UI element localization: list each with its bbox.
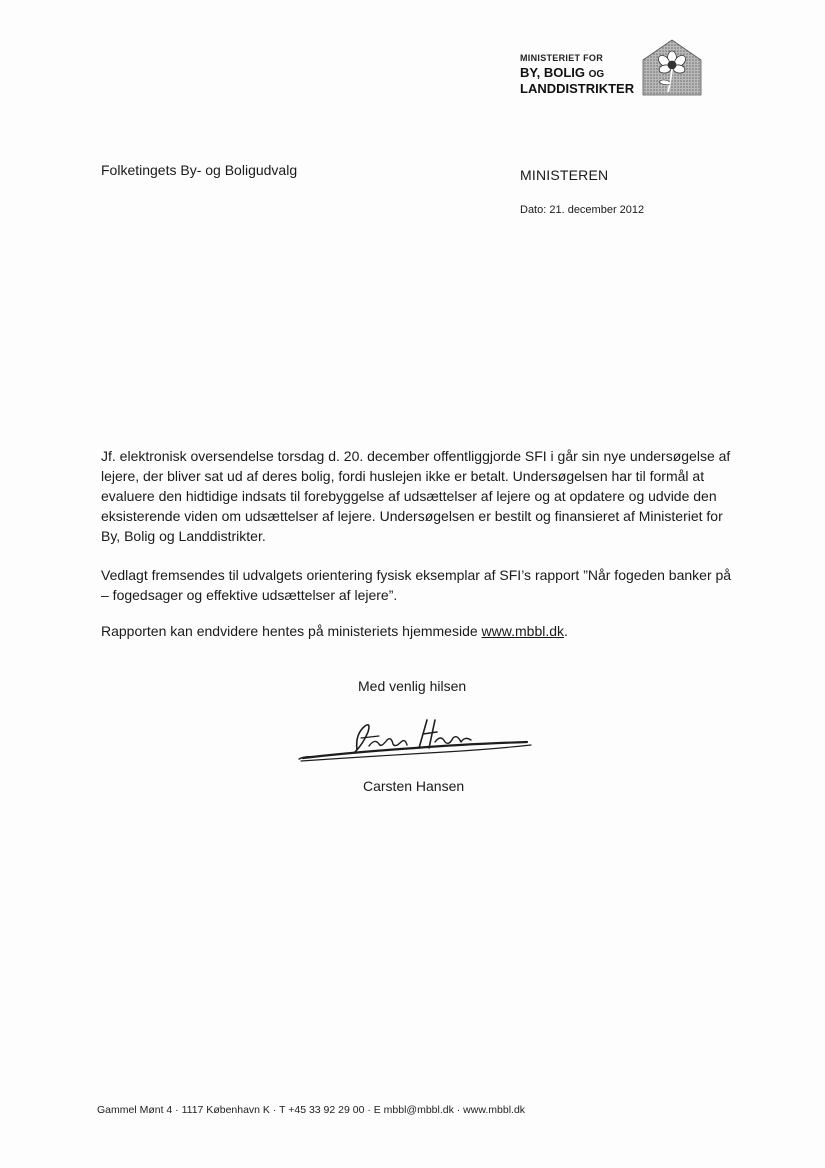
body-paragraph-3 [101, 621, 741, 641]
ministry-website-link[interactable]: www.mbbl.dk [481, 623, 565, 639]
letter-date: Dato: 21. december 2012 [520, 204, 645, 216]
footer-contact-line: Gammel Mønt 4 · 1117 København K · T +45 33 92 29 00 · E mbbl@mbbl.dk · www.mbbl.dk [97, 1104, 526, 1116]
paragraph-3-text: Rapporten kan endvidere hentes på ministeriets hjemmeside [101, 623, 482, 639]
recipient: Folketingets By- og Boligudvalg [101, 162, 298, 178]
letterhead-line-2-main: BY, BOLIG [520, 65, 586, 80]
paragraph-3-end: . [564, 623, 568, 639]
letterhead-line-2 [520, 65, 604, 80]
body-paragraph-1: Jf. elektronisk oversendelse torsdag d. 20. december offentliggjorde SFI i går sin nye undersøgelse af lejere, der bliver sat ud af deres bolig, fordi huslejen ikke er betalt. Undersøgelsen har til formål at evaluere den hidtidige indsats til forebyggelse af udsættelser af lejere og at opdatere og udvide den eksisterende viden om udsættelser af lejere. Undersøgelsen er bestilt og finansieret af Ministeriet for By, Bolig og Landdistrikter. [101, 448, 731, 544]
body-paragraph-2: Vedlagt fremsendes til udvalgets orientering fysisk eksemplar af SFI’s rapport ”Når fogeden banker på – fogedsager og effektive udsættelser af lejere”. [101, 567, 732, 603]
letterhead-line-3: LANDDISTRIKTER [520, 81, 635, 96]
letterhead-line-2-small: OG [588, 69, 605, 80]
ministry-letterhead [520, 38, 705, 98]
flower-house-logo-icon [641, 38, 703, 96]
closing-greeting: Med venlig hilsen [358, 678, 467, 694]
sender-role: MINISTEREN [520, 167, 609, 183]
handwritten-signature [295, 712, 535, 770]
letterhead-line-1: MINISTERIET FOR [520, 53, 603, 63]
signer-name: Carsten Hansen [363, 778, 465, 794]
